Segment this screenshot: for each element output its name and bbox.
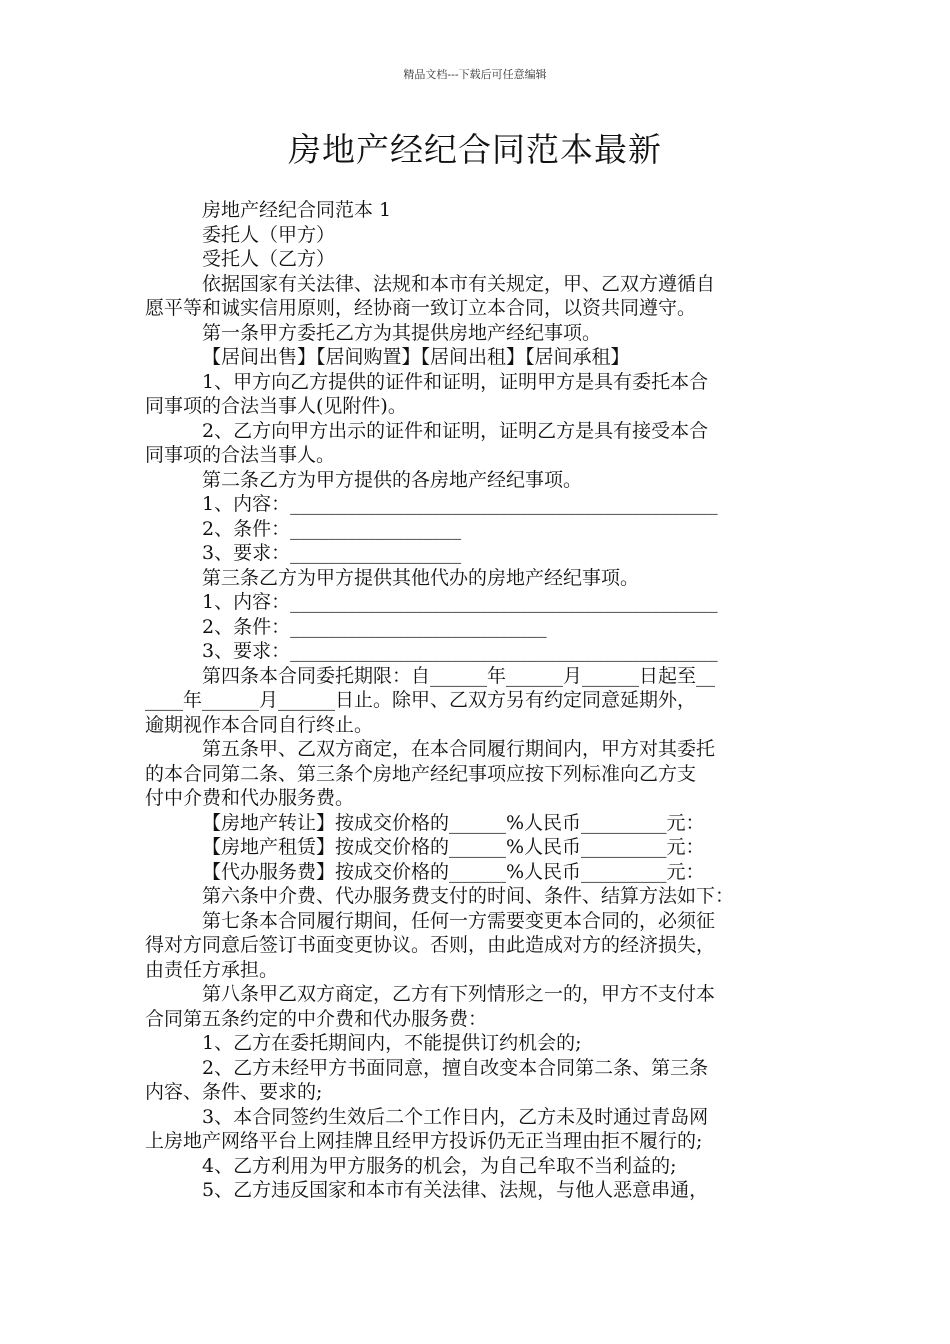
paragraph-line: 【居间出售】【居间购置】【居间出租】【居间承租】 <box>202 346 630 368</box>
paragraph-line: 4、乙方利用为甲方服务的机会，为自己牟取不当利益的; <box>202 1154 677 1177</box>
paragraph-line: 逾期视作本合同自行终止。 <box>145 713 374 736</box>
page-title: 房地产经纪合同范本最新 <box>288 130 662 169</box>
paragraph-line: 第七条本合同履行期间，任何一方需要变更本合同的，必须征 <box>202 909 716 932</box>
paragraph-line: 3、本合同签约生效后二个工作日内，乙方未及时通过青岛网 <box>202 1105 709 1128</box>
paragraph-line: 1、内容：_____________________________________________ <box>202 591 718 613</box>
paragraph-line: 第八条甲乙双方商定，乙方有下列情形之一的，甲方不支付本 <box>202 983 716 1005</box>
paragraph-line: 付中介费和代办服务费。 <box>145 787 355 809</box>
paragraph-line: 得对方同意后签订书面变更协议。否则，由此造成对方的经济损失， <box>145 934 716 956</box>
paragraph-line: 2、条件：___________________________ <box>202 615 547 638</box>
header-note: 精品文档---下载后可任意编辑 <box>403 68 547 81</box>
paragraph-line: 合同第五条约定的中介费和代办服务费： <box>145 1007 488 1030</box>
paragraph-line: 愿平等和诚实信用原则，经协商一致订立本合同，以资共同遵守。 <box>145 297 697 319</box>
paragraph-line: 5、乙方违反国家和本市有关法律、法规，与他人恶意串通， <box>202 1179 709 1201</box>
paragraph-line: 第一条甲方委托乙方为其提供房地产经纪事项。 <box>202 321 602 344</box>
paragraph-line: 2、乙方未经甲方书面同意，擅自改变本合同第二条、第三条 <box>202 1056 709 1079</box>
paragraph-line: 第三条乙方为甲方提供其他代办的房地产经纪事项。 <box>202 566 640 589</box>
paragraph-line: 第二条乙方为甲方提供的各房地产经纪事项。 <box>202 468 583 491</box>
paragraph-line: 2、条件：__________________ <box>202 517 462 540</box>
paragraph-line: 委托人（甲方） <box>202 223 336 246</box>
paragraph-line: 由责任方承担。 <box>145 958 279 981</box>
paragraph-line: 的本合同第二条、第三条个房地产经纪事项应按下列标准向乙方支 <box>145 762 697 785</box>
paragraph-line: ____年______月______日止。除甲、乙双方另有约定同意延期外， <box>145 689 697 711</box>
paragraph-line: 房地产经纪合同范本 1 <box>202 199 392 221</box>
paragraph-line: 受托人（乙方） <box>202 248 336 270</box>
paragraph-line: 1、甲方向乙方提供的证件和证明，证明甲方是具有委托本合 <box>202 370 709 393</box>
paragraph-line: 3、要求：_____________________________________________ <box>202 640 718 662</box>
paragraph-line: 3、要求：__________________ <box>202 542 462 564</box>
paragraph-line: 同事项的合法当事人。 <box>145 444 336 466</box>
paragraph-line: 内容、条件、要求的; <box>145 1081 323 1103</box>
paragraph-line: 1、乙方在委托期间内，不能提供订约机会的; <box>202 1032 582 1054</box>
paragraph-line: 上房地产网络平台上网挂牌且经甲方投诉仍无正当理由拒不履行的; <box>145 1130 703 1152</box>
document-body <box>145 198 825 1203</box>
paragraph-line: 第五条甲、乙双方商定，在本合同履行期间内，甲方对其委托 <box>202 738 716 760</box>
paragraph-line: 2、乙方向甲方出示的证件和证明，证明乙方是具有接受本合 <box>202 419 709 442</box>
paragraph-line: 第四条本合同委托期限：自______年______月______日起至__ <box>202 664 716 687</box>
paragraph-line: 第六条中介费、代办服务费支付的时间、条件、结算方法如下： <box>202 885 735 907</box>
paragraph-line: 【代办服务费】按成交价格的______%人民币_________元： <box>202 860 705 883</box>
paragraph-line: 1、内容：_____________________________________________ <box>202 493 718 515</box>
paragraph-line: 【房地产转让】按成交价格的______%人民币_________元： <box>202 811 705 834</box>
paragraph-line: 依据国家有关法律、法规和本市有关规定，甲、乙双方遵循自 <box>202 272 716 295</box>
paragraph-line: 同事项的合法当事人(见附件)。 <box>145 395 407 417</box>
paragraph-line: 【房地产租赁】按成交价格的______%人民币_________元： <box>202 836 705 858</box>
